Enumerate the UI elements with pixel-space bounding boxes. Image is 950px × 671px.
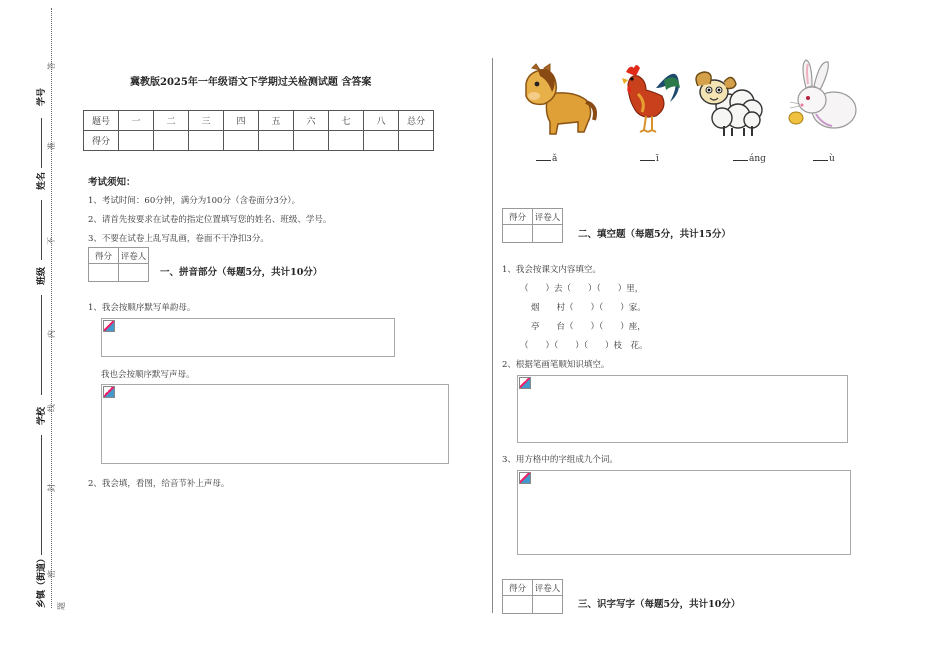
binding-dotted-line [51, 8, 52, 608]
scorebox-reviewer-input[interactable] [533, 596, 563, 614]
side-line-class [41, 295, 42, 395]
rabbit-icon [776, 58, 860, 134]
section3-scorebox [502, 579, 563, 614]
scorebox-reviewer-input[interactable] [533, 225, 563, 243]
scorebox-reviewer-input[interactable] [119, 264, 149, 282]
broken-image-icon [103, 386, 115, 398]
cut-mark: 题 [57, 602, 66, 610]
column-divider [492, 58, 493, 613]
pinyin-blank[interactable] [733, 152, 748, 161]
score-input-cell[interactable] [294, 131, 329, 151]
section2-question-1: 1、我会按课文内容填空。 [502, 265, 601, 275]
rooster-icon [612, 58, 684, 138]
score-table-cell: 六 [294, 111, 329, 131]
pinyin-item-1 [536, 152, 557, 164]
section1-question-2: 2、我会填，看图，给音节补上声母。 [88, 479, 230, 489]
pinyin-item-4 [813, 152, 835, 164]
scorebox-reviewer-label: 评卷人 [533, 209, 563, 225]
answer-box[interactable] [101, 318, 395, 357]
pinyin-blank[interactable] [813, 152, 828, 161]
side-line-name [41, 200, 42, 260]
answer-box[interactable] [517, 470, 851, 555]
fill-line[interactable]: （ ）（ ）（ ）枝 花。 [520, 341, 648, 351]
pinyin-item-2 [640, 152, 659, 164]
section1-scorebox [88, 247, 149, 282]
score-input-cell[interactable] [259, 131, 294, 151]
score-table-cell: 一 [119, 111, 154, 131]
cut-mark: 密 [47, 570, 56, 578]
side-line-school [41, 435, 42, 555]
section1-heading: 一、拼音部分（每题5分，共计10分） [160, 267, 323, 278]
broken-image-icon [103, 320, 115, 332]
score-input-cell[interactable] [189, 131, 224, 151]
score-input-cell[interactable] [224, 131, 259, 151]
score-table [83, 110, 434, 151]
notice-item: 2、请首先按要求在试卷的指定位置填写您的姓名、班级、学号。 [88, 215, 332, 225]
notice-heading: 考试须知： [88, 177, 136, 188]
notice-item: 3、不要在试卷上乱写乱画，卷面不干净扣3分。 [88, 234, 269, 244]
score-table-score-row [84, 131, 434, 151]
cut-mark: 不 [47, 237, 56, 245]
pinyin-vowel: ī [656, 154, 659, 164]
score-table-header-row [84, 111, 434, 131]
score-table-cell: 五 [259, 111, 294, 131]
side-label-class: 班级 [37, 266, 47, 285]
pinyin-blank[interactable] [536, 152, 551, 161]
fill-line[interactable]: 烟 村（ ）（ ）家。 [531, 303, 646, 313]
section2-scorebox [502, 208, 563, 243]
broken-image-icon [519, 472, 531, 484]
scorebox-reviewer-label: 评卷人 [119, 248, 149, 264]
answer-box[interactable] [101, 384, 449, 464]
section1-question-1b: 我也会按顺序默写声母。 [101, 370, 195, 380]
fill-line[interactable]: （ ）去（ ）（ ）里， [520, 284, 644, 294]
cut-mark: 封 [47, 484, 56, 492]
pinyin-vowel: ù [829, 154, 835, 164]
pinyin-blank[interactable] [640, 152, 655, 161]
scorebox-score-input[interactable] [503, 225, 533, 243]
score-table-cell: 题号 [84, 111, 119, 131]
pinyin-item-3 [733, 152, 766, 164]
cut-mark: 内 [47, 330, 56, 338]
score-table-cell: 四 [224, 111, 259, 131]
cut-mark: 答 [47, 62, 56, 70]
horse-icon [518, 62, 598, 138]
pinyin-vowel: ǎ [552, 154, 558, 164]
score-table-cell: 得分 [84, 131, 119, 151]
exam-title: 冀教版2025年一年级语文下学期过关检测试题 含答案 [130, 77, 372, 88]
scorebox-score-input[interactable] [89, 264, 119, 282]
section3-heading: 三、识字写字（每题5分，共计10分） [578, 599, 741, 610]
scorebox-score-label: 得分 [503, 580, 533, 596]
score-table-cell: 二 [154, 111, 189, 131]
score-input-cell[interactable] [329, 131, 364, 151]
pinyin-vowel: ánɡ [749, 154, 766, 164]
answer-box[interactable] [517, 375, 848, 443]
notice-item: 1、考试时间：60分钟，满分为100分（含卷面分3分）。 [88, 196, 301, 206]
score-table-cell: 总分 [399, 111, 434, 131]
broken-image-icon [519, 377, 531, 389]
score-input-cell[interactable] [364, 131, 399, 151]
scorebox-score-input[interactable] [503, 596, 533, 614]
score-table-cell: 八 [364, 111, 399, 131]
section2-heading: 二、填空题（每题5分，共计15分） [578, 229, 731, 240]
score-input-cell[interactable] [119, 131, 154, 151]
cut-mark: 线 [47, 404, 56, 412]
section2-question-3: 3、用方格中的字组成九个词。 [502, 455, 618, 465]
score-table-cell: 七 [329, 111, 364, 131]
scorebox-score-label: 得分 [89, 248, 119, 264]
side-label-town: 乡镇（街道） [37, 553, 47, 608]
score-input-cell[interactable] [399, 131, 434, 151]
section2-question-2: 2、根据笔画笔顺知识填空。 [502, 360, 610, 370]
sheep-icon [694, 62, 768, 138]
scorebox-score-label: 得分 [503, 209, 533, 225]
side-label-student-id: 学号 [37, 87, 47, 106]
score-input-cell[interactable] [154, 131, 189, 151]
side-label-name: 姓名 [37, 171, 47, 190]
score-table-cell: 三 [189, 111, 224, 131]
side-line-student-id [41, 118, 42, 168]
section1-question-1: 1、我会按顺序默写单韵母。 [88, 303, 196, 313]
cut-mark: 准 [47, 142, 56, 150]
scorebox-reviewer-label: 评卷人 [533, 580, 563, 596]
side-label-school: 学校 [37, 406, 47, 425]
fill-line[interactable]: 亭 台（ ）（ ）座， [531, 322, 646, 332]
